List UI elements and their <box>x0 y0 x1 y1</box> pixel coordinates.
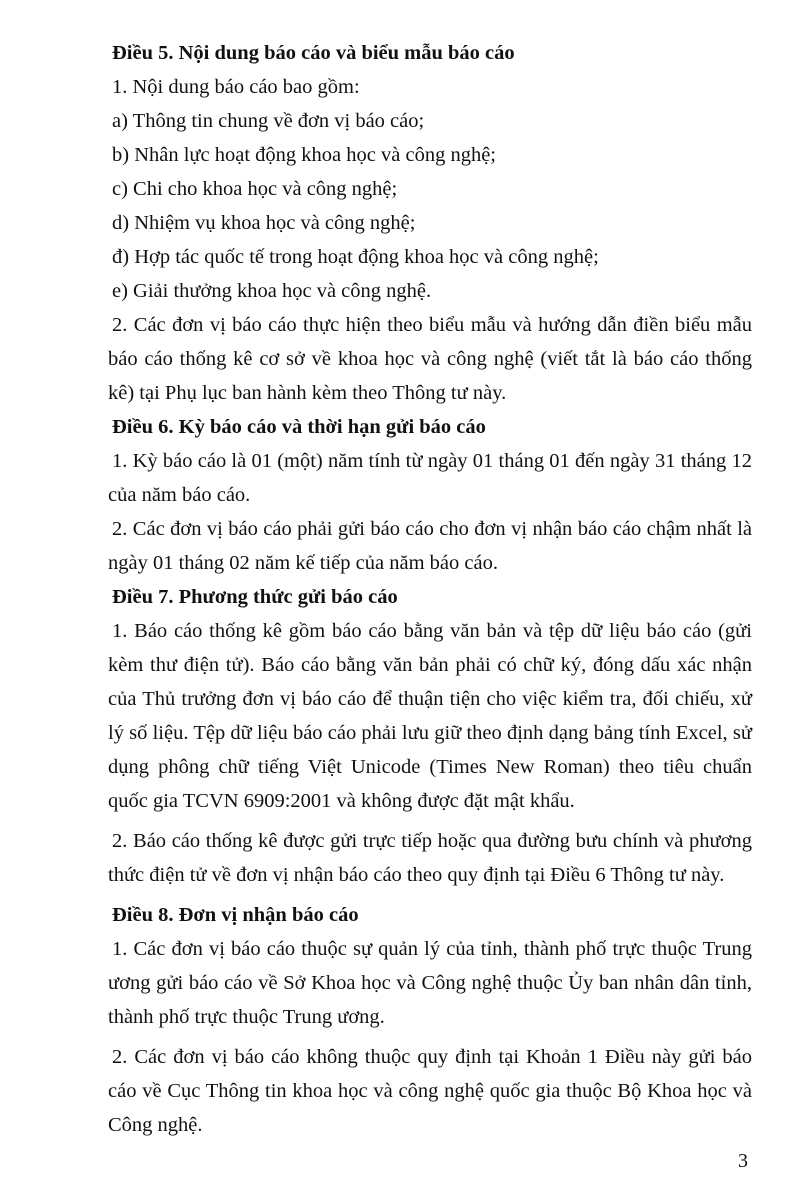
article-5-item-2: 2. Các đơn vị báo cáo thực hiện theo biểu mẫu và hướng dẫn điền biểu mẫu báo cáo thống kê cơ sở về khoa học và công nghệ (viết tắt là báo cáo thống kê) tại Phụ lục ban hành kèm theo Thông tư này. <box>108 314 752 404</box>
article-5-item-c: c) Chi cho khoa học và công nghệ; <box>112 178 398 200</box>
article-5-item-d: d) Nhiệm vụ khoa học và công nghệ; <box>112 212 416 234</box>
article-5-item-e: e) Giải thưởng khoa học và công nghệ. <box>112 280 432 302</box>
article-5-item-1: 1. Nội dung báo cáo bao gồm: <box>112 76 360 98</box>
article-8-item-2: 2. Các đơn vị báo cáo không thuộc quy định tại Khoản 1 Điều này gửi báo cáo về Cục Thông tin khoa học và công nghệ quốc gia thuộc Bộ Khoa học và Công nghệ. <box>108 1046 752 1136</box>
article-8-item-1: 1. Các đơn vị báo cáo thuộc sự quản lý của tỉnh, thành phố trực thuộc Trung ương gửi báo cáo về Sở Khoa học và Công nghệ thuộc Ủy ban nhân dân tỉnh, thành phố trực thuộc Trung ương. <box>108 938 752 1028</box>
article-5-heading: Điều 5. Nội dung báo cáo và biểu mẫu báo cáo <box>112 42 515 64</box>
article-6-item-1: 1. Kỳ báo cáo là 01 (một) năm tính từ ngày 01 tháng 01 đến ngày 31 tháng 12 của năm báo cáo. <box>108 450 752 506</box>
article-5-item-b: b) Nhân lực hoạt động khoa học và công nghệ; <box>112 144 496 166</box>
page-number: 3 <box>738 1150 748 1172</box>
article-8-heading: Điều 8. Đơn vị nhận báo cáo <box>112 904 359 926</box>
article-5-item-dd: đ) Hợp tác quốc tế trong hoạt động khoa học và công nghệ; <box>112 246 599 268</box>
article-7-item-2: 2. Báo cáo thống kê được gửi trực tiếp hoặc qua đường bưu chính và phương thức điện tử về đơn vị nhận báo cáo theo quy định tại Điều 6 Thông tư này. <box>108 830 752 886</box>
document-body <box>108 36 752 1142</box>
article-6-heading: Điều 6. Kỳ báo cáo và thời hạn gửi báo cáo <box>112 416 486 438</box>
article-5-item-a: a) Thông tin chung về đơn vị báo cáo; <box>112 110 425 132</box>
article-7-heading: Điều 7. Phương thức gửi báo cáo <box>112 586 398 608</box>
article-6-item-2: 2. Các đơn vị báo cáo phải gửi báo cáo cho đơn vị nhận báo cáo chậm nhất là ngày 01 tháng 02 năm kế tiếp của năm báo cáo. <box>108 518 752 574</box>
article-7-item-1: 1. Báo cáo thống kê gồm báo cáo bằng văn bản và tệp dữ liệu báo cáo (gửi kèm thư điện tử). Báo cáo bằng văn bản phải có chữ ký, đóng dấu xác nhận của Thủ trưởng đơn vị báo cáo để thuận tiện cho việc kiểm tra, đối chiếu, xử lý số liệu. Tệp dữ liệu báo cáo phải lưu giữ theo định dạng bảng tính Excel, sử dụng phông chữ tiếng Việt Unicode (Times New Roman) theo tiêu chuẩn quốc gia TCVN 6909:2001 và không được đặt mật khẩu. <box>108 620 752 812</box>
